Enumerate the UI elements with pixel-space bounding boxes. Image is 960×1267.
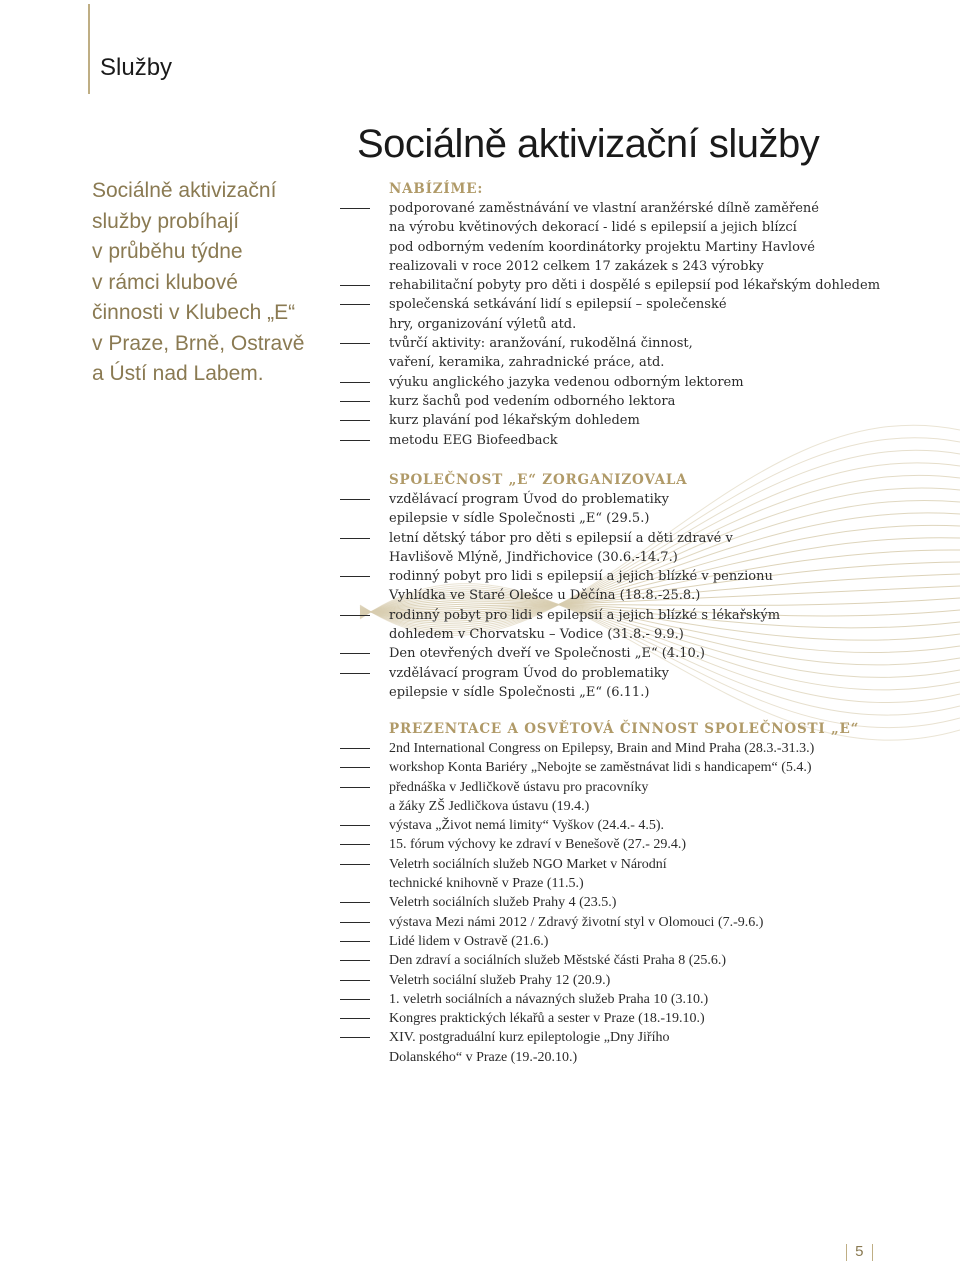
item-text-line: na výrobu květinových dekorací - lidé s epilepsií a jejich blízcí [389, 220, 797, 236]
bullet-dash [340, 864, 370, 865]
bullet-dash [340, 420, 370, 421]
item-text-line: realizovali v roce 2012 celkem 17 zakázek s 243 výrobky [389, 258, 764, 274]
item-text-line: rehabilitační pobyty pro děti i dospělé s epilepsií pod lékařským dohledem [389, 278, 881, 294]
sidebar-line: Sociálně aktivizační [92, 179, 277, 202]
list-item [340, 739, 930, 758]
bullet-dash [340, 999, 370, 1000]
list-item [340, 758, 930, 777]
page-title: Sociálně aktivizační služby [357, 122, 820, 166]
item-text-line: kurz plavání pod lékařským dohledem [389, 413, 640, 429]
section-heading: PREZENTACE A OSVĚTOVÁ ČINNOST SPOLEČNOSTI „E“ [389, 721, 860, 737]
bullet-dash [340, 922, 370, 923]
item-text-line: rodinný pobyt pro lidi s epilepsií a jejich blízké v penzionu [389, 569, 773, 585]
list-item [340, 334, 930, 373]
item-text-line: metodu EEG Biofeedback [389, 432, 558, 448]
item-text-line: epilepsie v sídle Společnosti „E“ (6.11.) [389, 684, 650, 700]
item-text-line: výstava „Život nemá limity“ Vyškov (24.4.- 4.5). [389, 818, 665, 834]
item-text-line: Den zdraví a sociálních služeb Městské části Praha 8 (25.6.) [389, 953, 727, 969]
sidebar-intro [92, 176, 332, 390]
item-text-line: vaření, keramika, zahradnické práce, atd. [389, 355, 665, 371]
item-text-line: pod odborným vedením koordinátorky projektu Martiny Havlové [389, 239, 815, 255]
item-text-line: společenská setkávání lidí s epilepsií – společenské [389, 297, 727, 313]
item-text-line: Veletrh sociální služeb Prahy 12 (20.9.) [389, 972, 611, 988]
bullet-dash [340, 208, 370, 209]
item-text-line: rodinný pobyt pro lidi s epilepsií a jejich blízké s lékařským [389, 607, 781, 623]
bullet-dash [340, 304, 370, 305]
item-text-line: Dolanského“ v Praze (19.-20.10.) [389, 1049, 578, 1065]
list-item [340, 431, 930, 450]
list-item [340, 664, 930, 703]
item-text-line: vzdělávací program Úvod do problematiky [389, 665, 669, 681]
list-item [340, 411, 930, 430]
item-text-line: přednáška v Jedličkově ústavu pro pracovníky [389, 779, 649, 795]
list-item [340, 644, 930, 663]
section-heading: NABÍZÍME: [389, 181, 484, 197]
item-text-line: 2nd International Congress on Epilepsy, Brain and Mind Praha (28.3.-31.3.) [389, 741, 815, 756]
bullet-dash [340, 767, 370, 768]
list-item [340, 373, 930, 392]
list-item [340, 1028, 930, 1067]
item-text-line: workshop Konta Bariéry „Nebojte se zaměstnávat lidi s handicapem“ (5.4.) [389, 760, 812, 776]
list-item [340, 778, 930, 817]
presentations-list [340, 739, 930, 1067]
bullet-dash [340, 538, 370, 539]
bullet-dash [340, 1037, 370, 1038]
bullet-dash [340, 1018, 370, 1019]
sidebar-line: v průběhu týdne [92, 240, 243, 263]
bullet-dash [340, 382, 370, 383]
item-text-line: dohledem v Chorvatsku – Vodice (31.8.- 9.9.) [389, 627, 684, 643]
header-accent-bar [88, 4, 90, 94]
item-text-line: epilepsie v sídle Společnosti „E“ (29.5.) [389, 511, 650, 527]
bullet-dash [340, 787, 370, 788]
section-offerings [340, 179, 930, 450]
item-text-line: Havlišově Mlýně, Jindřichovice (30.6.-14.7.) [389, 549, 678, 565]
list-item [340, 295, 930, 334]
list-item [340, 490, 930, 529]
page-number: 5 [855, 1243, 864, 1260]
sidebar-line: v rámci klubové [92, 270, 238, 294]
bullet-dash [340, 825, 370, 826]
bullet-dash [340, 673, 370, 674]
offerings-list [340, 199, 930, 450]
item-text-line: Veletrh sociálních služeb NGO Market v Národní [389, 856, 667, 872]
item-text-line: vzdělávací program Úvod do problematiky [389, 492, 669, 507]
section-heading: SPOLEČNOST „E“ ZORGANIZOVALA [389, 472, 688, 488]
page-footer [846, 1243, 873, 1261]
section-label: Služby [100, 54, 173, 81]
list-item [340, 990, 930, 1009]
list-item [340, 199, 930, 276]
item-text-line: tvůrčí aktivity: aranžování, rukodělná činnost, [389, 336, 693, 352]
item-text-line: výuku anglického jazyka vedenou odborným lektorem [389, 374, 744, 390]
list-item [340, 1009, 930, 1028]
bullet-dash [340, 576, 370, 577]
list-item [340, 893, 930, 912]
item-text-line: podporované zaměstnávání ve vlastní aranžérské dílně zaměřené [389, 201, 819, 216]
item-text-line: letní dětský tábor pro děti s epilepsií a děti zdravé v [389, 530, 733, 546]
bullet-dash [340, 615, 370, 616]
item-text-line: Veletrh sociálních služeb Prahy 4 (23.5.) [389, 895, 617, 911]
bullet-dash [340, 285, 370, 286]
list-item [340, 932, 930, 951]
section-presentations [340, 719, 930, 1067]
bullet-dash [340, 748, 370, 749]
item-text-line: hry, organizování výletů atd. [389, 316, 577, 332]
sidebar-line: a Ústí nad Labem. [92, 362, 264, 385]
item-text-line: 15. fórum výchovy ke zdraví v Benešově (27.- 29.4.) [389, 837, 687, 853]
list-item [340, 913, 930, 932]
section-organized [340, 470, 930, 702]
list-item [340, 855, 930, 894]
bullet-dash [340, 343, 370, 344]
item-text-line: XIV. postgraduální kurz epileptologie „Dny Jiřího [389, 1030, 670, 1046]
item-text-line: 1. veletrh sociálních a návazných služeb Praha 10 (3.10.) [389, 991, 709, 1007]
item-text-line: Lidé lidem v Ostravě (21.6.) [389, 933, 549, 949]
bullet-dash [340, 902, 370, 903]
footer-divider [872, 1244, 873, 1261]
sidebar-line: v Praze, Brně, Ostravě [92, 331, 305, 355]
item-text-line: výstava Mezi námi 2012 / Zdravý životní styl v Olomouci (7.-9.6.) [389, 914, 764, 930]
bullet-dash [340, 941, 370, 942]
sidebar-line: služby probíhají [92, 209, 240, 233]
list-item [340, 529, 930, 568]
bullet-dash [340, 960, 370, 961]
item-text-line: kurz šachů pod vedením odborného lektora [389, 393, 676, 409]
bullet-dash [340, 440, 370, 441]
item-text-line: a žáky ZŠ Jedličkova ústavu (19.4.) [389, 798, 590, 814]
bullet-dash [340, 401, 370, 402]
bullet-dash [340, 980, 370, 981]
list-item [340, 606, 930, 645]
footer-divider [846, 1244, 847, 1261]
bullet-dash [340, 499, 370, 500]
list-item [340, 951, 930, 970]
list-item [340, 276, 930, 295]
bullet-dash [340, 653, 370, 654]
organized-list [340, 490, 930, 702]
list-item [340, 816, 930, 835]
sidebar-line: činnosti v Klubech „E“ [92, 301, 296, 324]
item-text-line: technické knihovně v Praze (11.5.) [389, 876, 584, 892]
item-text-line: Vyhlídka ve Staré Olešce u Děčína (18.8.-25.8.) [389, 588, 701, 604]
list-item [340, 971, 930, 990]
item-text-line: Den otevřených dveří ve Společnosti „E“ (4.10.) [389, 646, 705, 662]
list-item [340, 392, 930, 411]
list-item [340, 835, 930, 854]
list-item [340, 567, 930, 606]
bullet-dash [340, 844, 370, 845]
item-text-line: Kongres praktických lékařů a sester v Praze (18.-19.10.) [389, 1011, 705, 1027]
